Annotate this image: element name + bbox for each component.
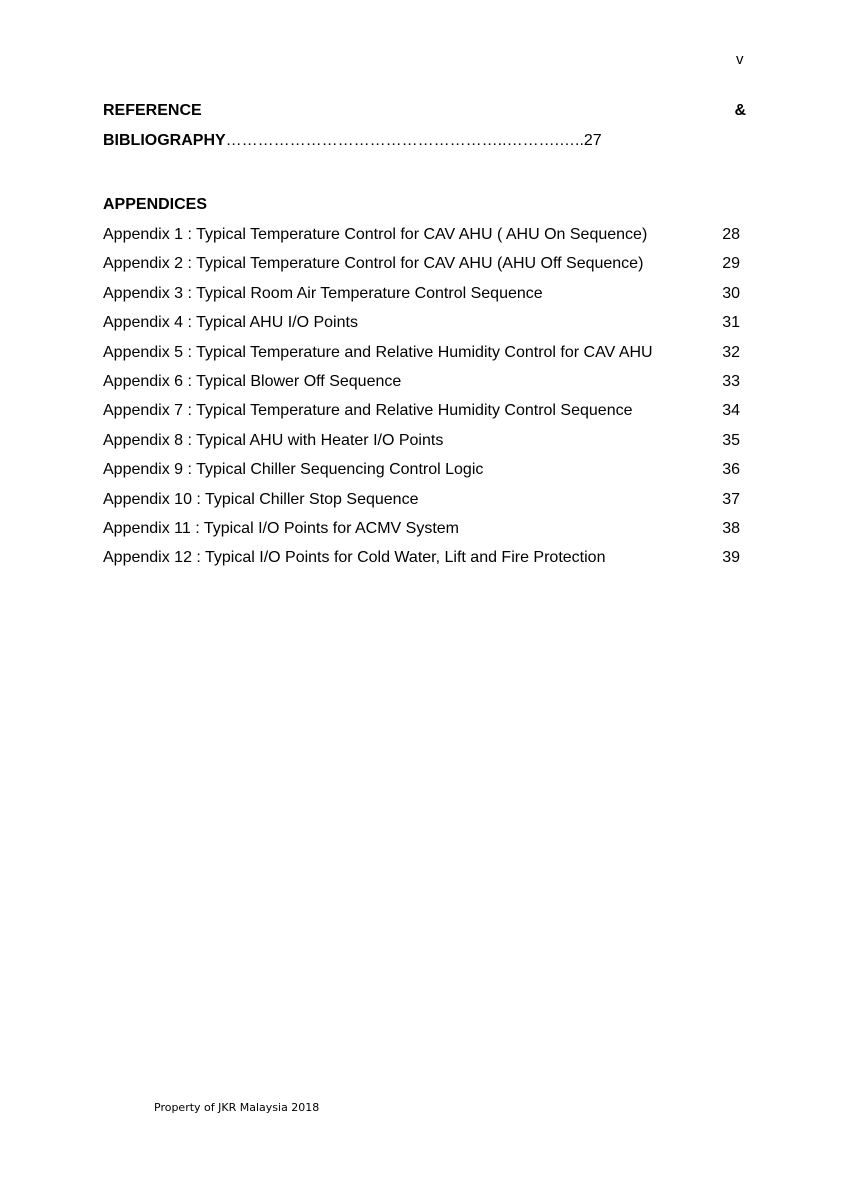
appendix-title: Appendix 1 : Typical Temperature Control for CAV AHU ( AHU On Sequence) [103,226,648,243]
appendix-page: 36 [722,461,740,479]
appendix-page: 30 [722,284,740,302]
appendix-title: Appendix 10 : Typical Chiller Stop Sequence [103,490,419,508]
bibliography-entry[interactable] [103,132,602,150]
appendix-page: 37 [722,490,740,508]
appendix-title: Appendix 12 : Typical I/O Points for Cold Water, Lift and Fire Protection [103,549,606,567]
appendix-entry-6[interactable] [103,373,740,402]
appendix-page: 39 [722,549,740,567]
appendix-title: Appendix 3 : Typical Room Air Temperature Control Sequence [103,284,543,302]
appendix-entry-7[interactable] [103,402,740,431]
appendix-entry-9[interactable] [103,461,740,490]
reference-ampersand: & [734,102,746,119]
appendix-title: Appendix 9 : Typical Chiller Sequencing Control Logic [103,461,484,479]
appendix-page: 28 [722,226,740,243]
appendix-page: 31 [722,314,740,332]
appendix-entry-5[interactable] [103,344,740,373]
appendix-title: Appendix 7 : Typical Temperature and Relative Humidity Control Sequence [103,402,633,420]
appendix-title: Appendix 11 : Typical I/O Points for ACMV System [103,519,460,537]
appendix-entry-1[interactable] [103,226,740,255]
appendix-list [103,226,740,579]
reference-heading[interactable] [103,102,746,122]
appendix-entry-8[interactable] [103,432,740,461]
page-number: v [736,51,744,68]
footer-text: Property of JKR Malaysia 2018 [154,1101,320,1114]
appendix-entry-3[interactable] [103,285,740,314]
appendix-page: 29 [722,255,740,273]
appendix-page: 38 [722,519,740,537]
appendix-title: Appendix 2 : Typical Temperature Control for CAV AHU (AHU Off Sequence) [103,255,644,273]
appendix-title: Appendix 6 : Typical Blower Off Sequence [103,372,402,390]
dot-leader: ……………………………………………..……….….. [225,132,584,149]
appendix-entry-12[interactable] [103,549,740,578]
bibliography-page: 27 [583,132,602,149]
bibliography-label: BIBLIOGRAPHY [103,132,226,149]
appendix-title: Appendix 5 : Typical Temperature and Relative Humidity Control for CAV AHU [103,343,653,361]
reference-label: REFERENCE [103,102,202,119]
appendix-entry-11[interactable] [103,520,740,549]
appendix-entry-4[interactable] [103,314,740,343]
appendices-heading: APPENDICES [103,196,208,213]
appendix-entry-2[interactable] [103,255,740,284]
appendix-title: Appendix 8 : Typical AHU with Heater I/O Points [103,431,444,449]
appendix-page: 32 [722,343,740,361]
appendix-page: 34 [722,402,740,420]
appendix-page: 35 [722,431,740,449]
appendix-entry-10[interactable] [103,491,740,520]
appendix-page: 33 [722,372,740,390]
appendix-title: Appendix 4 : Typical AHU I/O Points [103,314,358,332]
